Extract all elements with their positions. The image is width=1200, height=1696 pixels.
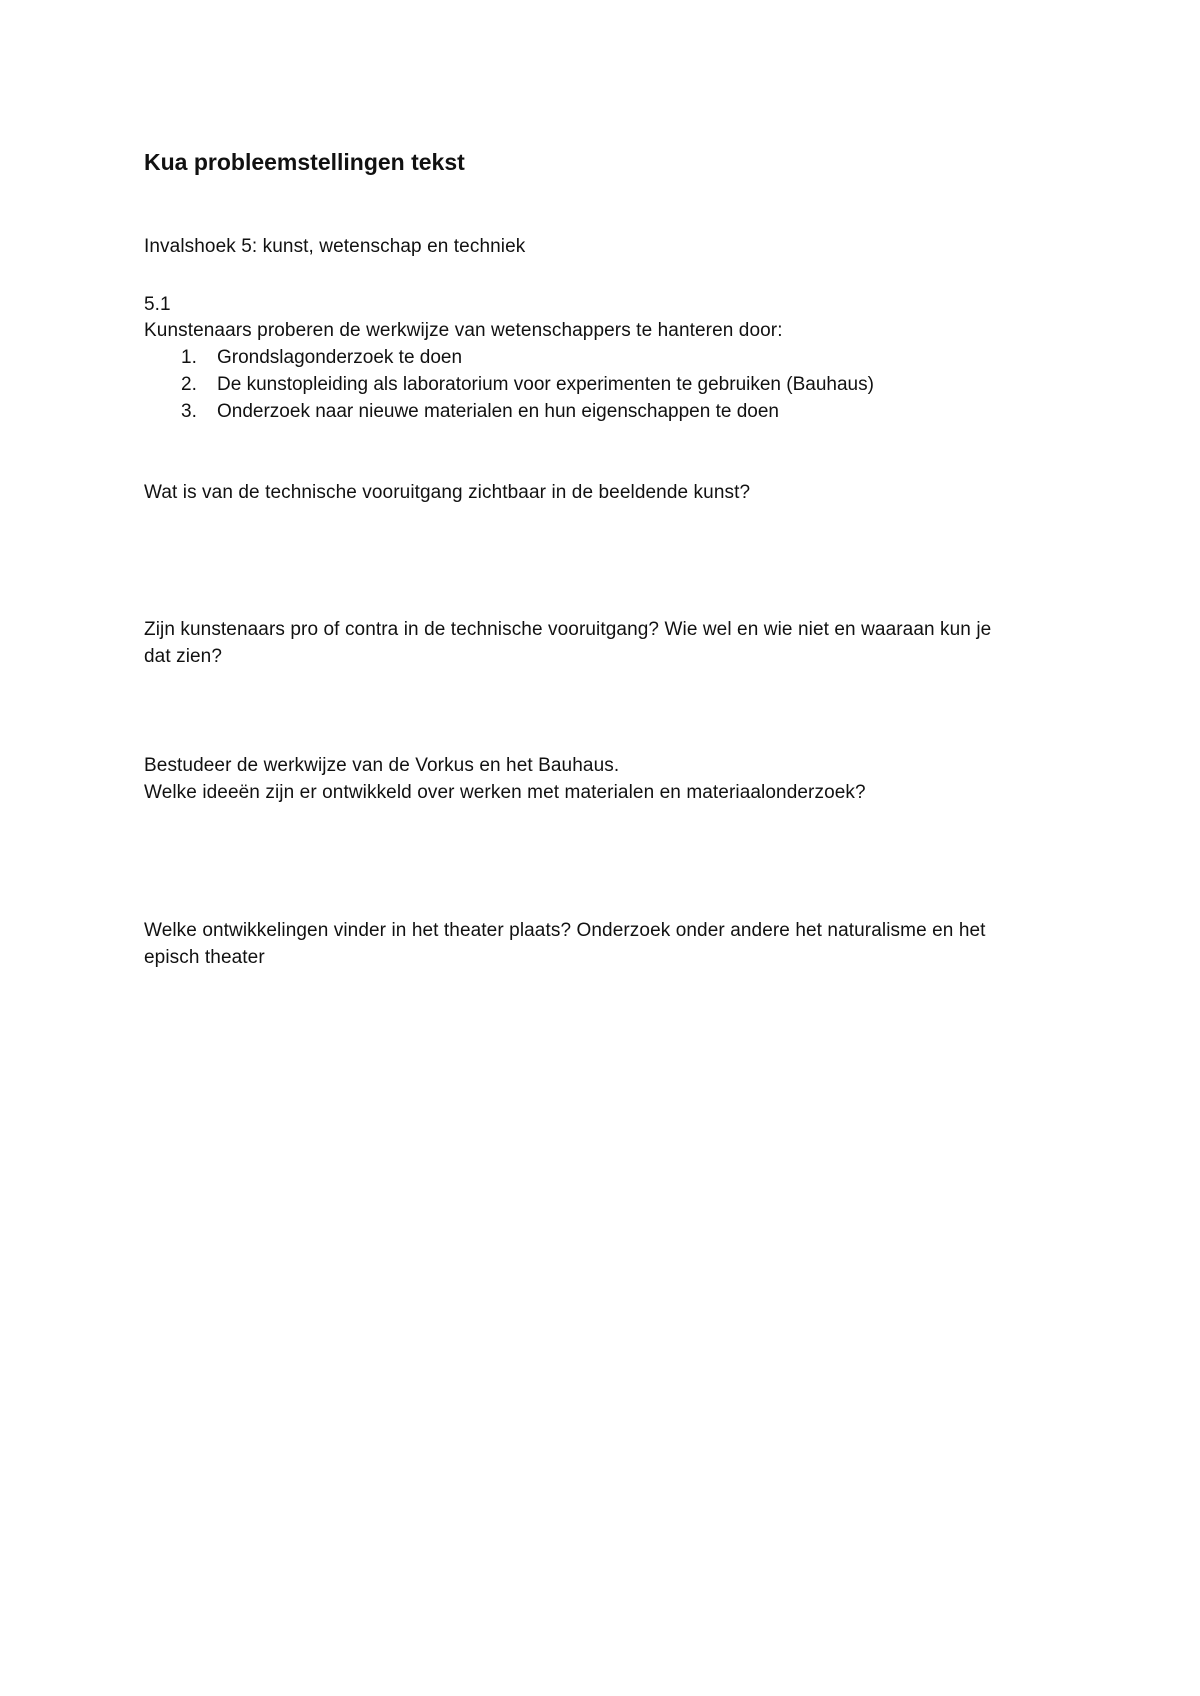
question-4-line: Welke ontwikkelingen vinder in het theater plaats? Onderzoek onder andere het naturalisme en het xyxy=(144,920,986,941)
question-4-line: episch theater xyxy=(144,947,265,968)
question-2-line: Zijn kunstenaars pro of contra in de technische vooruitgang? Wie wel en wie niet en waaraan kun je xyxy=(144,619,992,640)
list-item-text: Onderzoek naar nieuwe materialen en hun eigenschappen te doen xyxy=(217,401,779,422)
document-subtitle: Invalshoek 5: kunst, wetenschap en techniek xyxy=(144,236,526,257)
question-2-line: dat zien? xyxy=(144,646,223,667)
list-item-text: De kunstopleiding als laboratorium voor experimenten te gebruiken (Bauhaus) xyxy=(217,374,874,395)
list-item-text: Grondslagonderzoek te doen xyxy=(217,347,463,368)
list-item-number: 1. xyxy=(181,347,197,368)
document-title: Kua probleemstellingen tekst xyxy=(144,149,465,175)
section-number: 5.1 xyxy=(144,294,171,315)
question-3-line: Bestudeer de werkwijze van de Vorkus en het Bauhaus. xyxy=(144,755,620,776)
list-item-number: 2. xyxy=(181,374,197,395)
list-item-number: 3. xyxy=(181,401,197,422)
question-3-line: Welke ideeën zijn er ontwikkeld over werken met materialen en materiaalonderzoek? xyxy=(144,782,866,803)
intro-text: Kunstenaars proberen de werkwijze van wetenschappers te hanteren door: xyxy=(144,320,783,341)
question-1: Wat is van de technische vooruitgang zichtbaar in de beeldende kunst? xyxy=(144,482,751,503)
